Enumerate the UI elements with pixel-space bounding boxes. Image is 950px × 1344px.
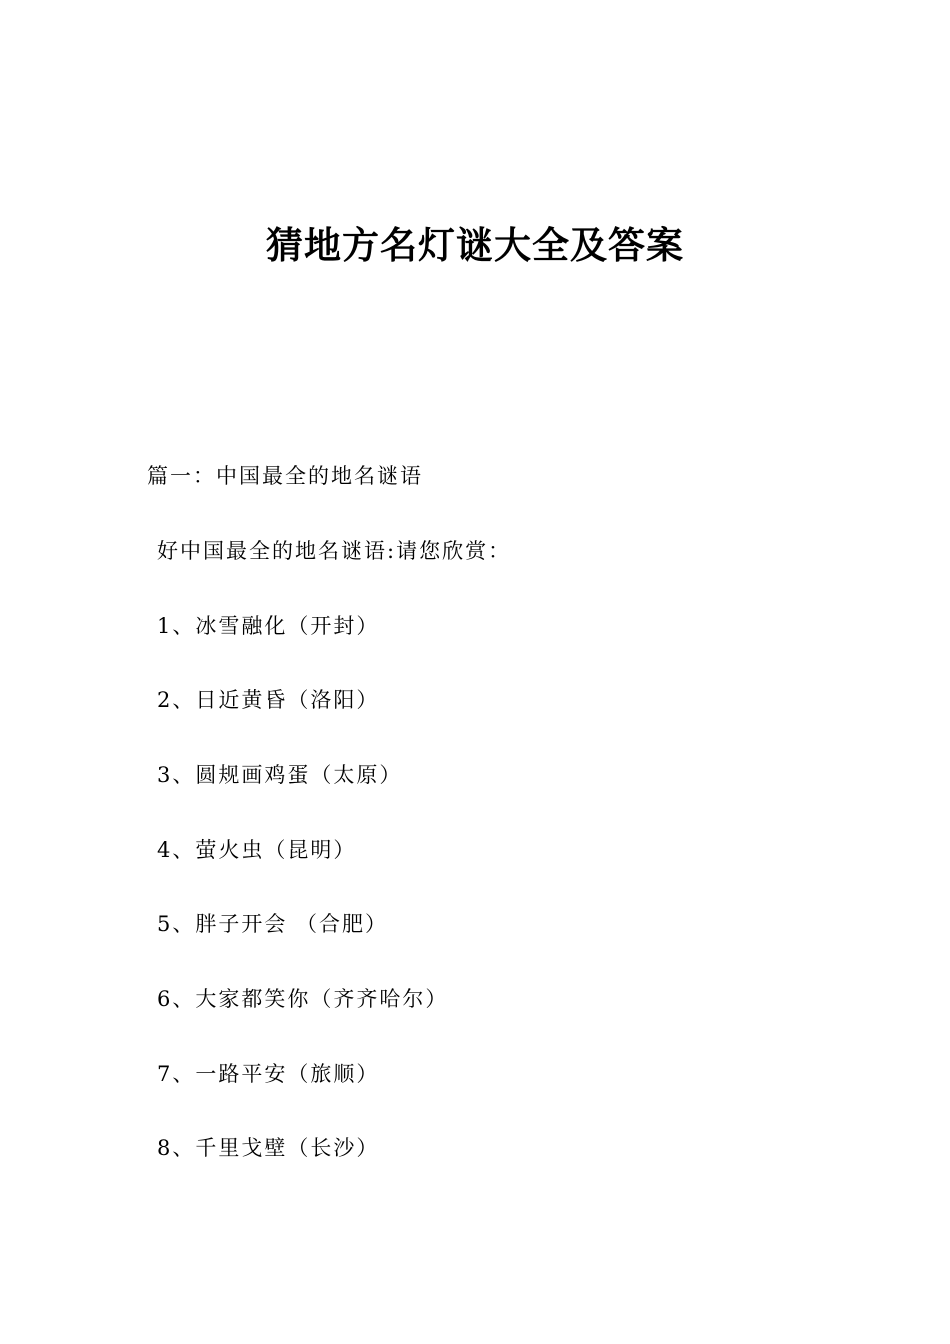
riddle-item: 3、圆规画鸡蛋（太原） <box>157 763 403 787</box>
document-title: 猜地方名灯谜大全及答案 <box>266 224 684 267</box>
intro-text: 好中国最全的地名谜语:请您欣赏： <box>157 539 512 563</box>
riddle-item: 8、千里戈壁（长沙） <box>157 1136 380 1160</box>
riddle-item: 7、一路平安（旅顺） <box>157 1062 380 1086</box>
riddle-item: 4、萤火虫（昆明） <box>157 838 357 862</box>
riddle-item: 6、大家都笑你（齐齐哈尔） <box>157 987 449 1011</box>
section-heading: 篇一：中国最全的地名谜语 <box>147 464 423 488</box>
riddle-item: 5、胖子开会 （合肥） <box>157 912 389 936</box>
riddle-item: 1、冰雪融化（开封） <box>157 614 380 638</box>
riddle-item: 2、日近黄昏（洛阳） <box>157 688 380 712</box>
